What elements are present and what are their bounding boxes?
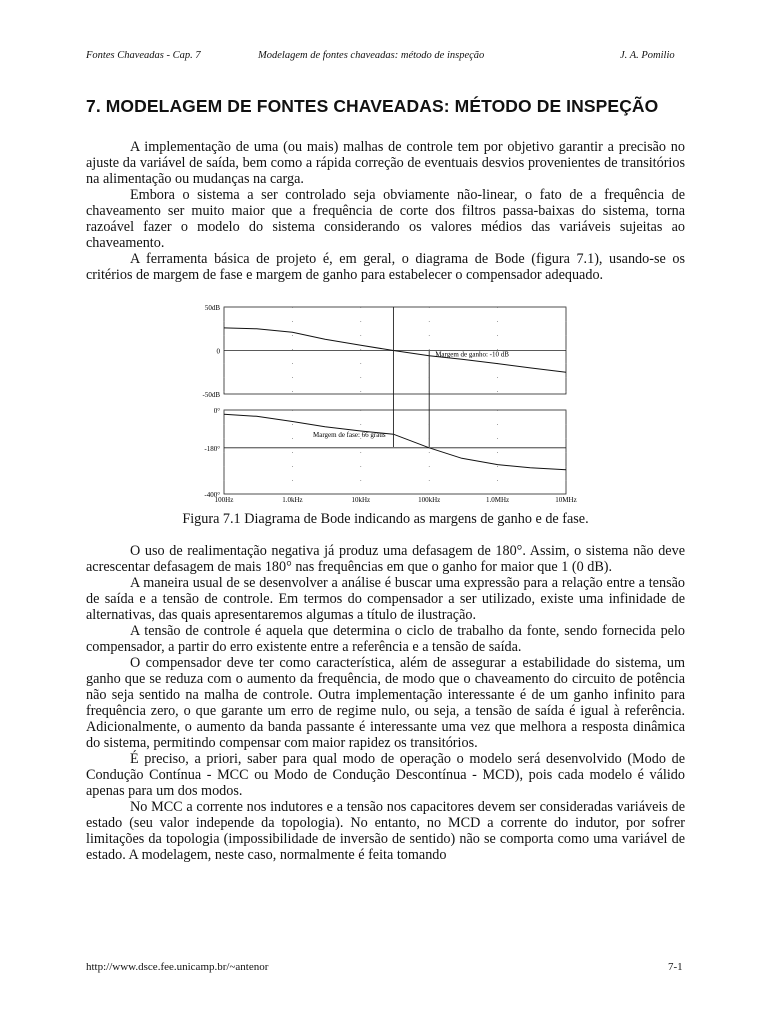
y-tick-label: -50dB [202,391,220,399]
paragraph: A ferramenta básica de projeto é, em geral, o diagrama de Bode (figura 7.1), usando-se os critérios de margem de fase e margem de ganho para estabelecer o compensador adequado. [86,251,685,283]
x-tick-label: 1.0MHz [486,496,510,504]
x-tick-label: 10kHz [351,496,371,504]
paragraph: O compensador deve ter como característica, além de assegurar a estabilidade do sistema, um ganho que se reduza com o aumento da frequência, de modo que o chaveamento do circuito de potência não seja sentido na malha de controle. Outra implementação interessante é de um ganho infinito para frequência zero, o que garante um erro de regime nulo, ou seja, a tensão de saída é igual à referência. Adicionalmente, o aumento da banda passante é interessante uma vez que melhora a resposta dinâmica do sistema, permitindo compensar com maior rapidez os transitórios. [86,655,685,751]
paragraph: O uso de realimentação negativa já produz uma defasagem de 180°. Assim, o sistema não deve acrescentar defasagem de mais 180° nas frequências em que o ganho for maior que 1 (0 dB). [86,543,685,575]
paragraph: É preciso, a priori, saber para qual modo de operação o modelo será desenvolvido (Modo de Condução Contínua - MCC ou Modo de Condução Descontínua - MCD), pois cada modelo é válido apenas para um dos modos. [86,751,685,799]
paragraph: A maneira usual de se desenvolver a análise é buscar uma expressão para a relação entre a tensão de saída e a tensão de controle. Em termos do compensador a ser utilizado, existe uma infinidade de alternativas, das quais apresentaremos algumas a título de ilustração. [86,575,685,623]
phase-plot-frame [224,410,566,494]
header-author: J. A. Pomilio [620,50,675,61]
y-tick-label: 0° [213,407,220,415]
page-number: 7-1 [668,961,683,973]
x-tick-label: 1.0kHz [282,496,303,504]
paragraph: A implementação de uma (ou mais) malhas de controle tem por objetivo garantir a precisão no ajuste da variável de saída, bem como a rápida correção de eventuais desvios provenientes de transitórios na alimentação ou mudanças na carga. [86,139,685,187]
x-tick-label: 10MHz [555,496,577,504]
gain-curve [224,328,566,372]
header-chapter: Fontes Chaveadas - Cap. 7 [86,50,201,61]
phase-curve [224,414,566,470]
gain-margin-label: Margem de ganho: -10 dB [435,350,509,359]
paragraph: A tensão de controle é aquela que determina o ciclo de trabalho da fonte, sendo fornecida pelo compensador, a partir do erro existente entre a referência e a tensão de saída. [86,623,685,655]
paragraph: No MCC a corrente nos indutores e a tensão nos capacitores devem ser consideradas variáveis de estado (seu valor independe da topologia). No entanto, no MCD a corrente do indutor, por sofrer limitações da topologia (impossibilidade de inversão de sentido) não se comporta como uma variável de estado. A modelagem, neste caso, normalmente é feita tomando [86,799,685,863]
y-tick-label: -180° [204,444,220,453]
x-tick-label: 100kHz [418,496,441,504]
paragraph: Embora o sistema a ser controlado seja obviamente não-linear, o fato de a frequência de chaveamento ser muito maior que a frequência de corte dos filtros passa-baixas do sistema, torna razoável fazer o modelo do sistema considerando os valores médios das variáveis sujeitas ao chaveamento. [86,187,685,251]
chapter-title: 7. MODELAGEM DE FONTES CHAVEADAS: MÉTODO DE INSPEÇÃO [86,96,659,116]
x-tick-label: 100Hz [214,496,234,504]
footer-url[interactable]: http://www.dsce.fee.unicamp.br/~antenor [86,961,269,973]
intro-text [86,139,685,283]
phase-margin-label: Margem de fase: 66 graus [312,431,386,440]
header-section: Modelagem de fontes chaveadas: método de inspeção [258,50,485,61]
y-tick-label: 50dB [204,304,220,312]
figure-caption: Figura 7.1 Diagrama de Bode indicando as margens de ganho e de fase. [182,511,589,527]
body-text [86,543,685,863]
y-tick-label: -400° [204,491,220,499]
y-tick-label: 0 [216,347,220,356]
bode-diagram [190,296,590,508]
